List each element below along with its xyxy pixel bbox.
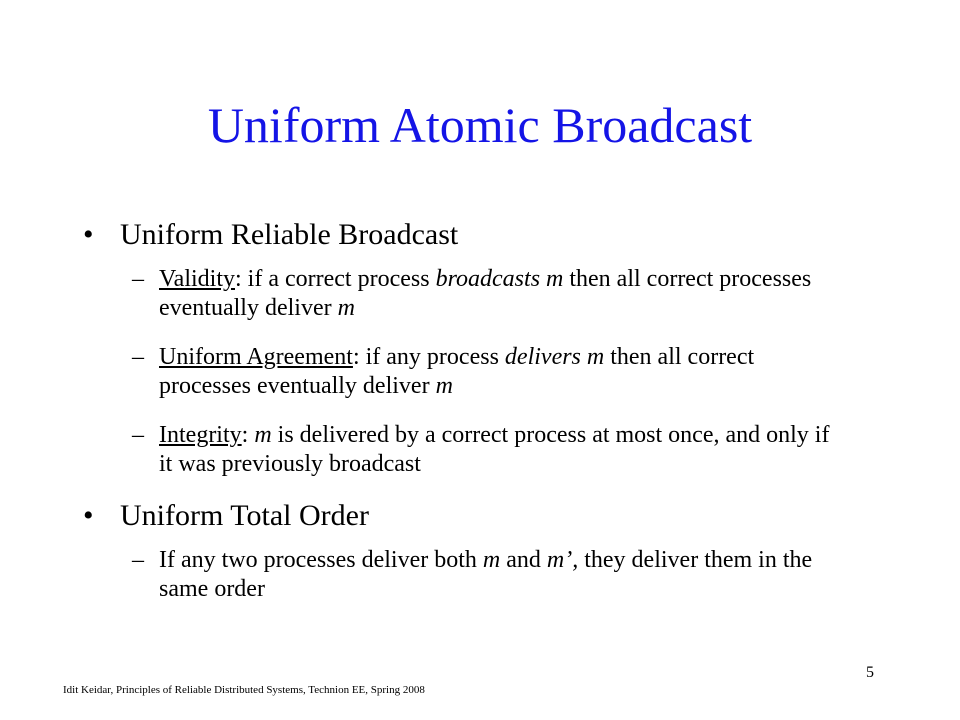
term-validity: Validity	[159, 266, 235, 292]
bullet-glyph: •	[83, 218, 94, 251]
sub-item-total-order	[132, 546, 832, 604]
text-segment: : if any process	[352, 344, 505, 370]
slide-footer: Idit Keidar, Principles of Reliable Distributed Systems, Technion EE, Spring 2008	[63, 684, 425, 696]
dash-glyph: –	[132, 422, 144, 448]
italic-segment: m	[435, 373, 453, 399]
sub-item-text	[132, 265, 832, 323]
bullet-label: Uniform Reliable Broadcast	[120, 218, 459, 251]
bullet-glyph: •	[83, 499, 94, 532]
term-integrity: Integrity	[159, 422, 242, 448]
dash-glyph: –	[132, 266, 144, 292]
page-number: 5	[866, 664, 874, 681]
sub-item-text	[132, 421, 832, 479]
bullet-uniform-total-order	[83, 498, 369, 534]
text-segment: then all correct processes eventually deliver	[159, 266, 812, 321]
sub-item-uniform-agreement	[132, 343, 832, 401]
sub-item-text	[132, 343, 832, 401]
bullet-label: Uniform Total Order	[120, 499, 369, 532]
text-segment: they deliver them in the same order	[159, 547, 813, 602]
sub-item-text	[132, 546, 832, 604]
term-uniform-agreement: Uniform Agreement	[159, 344, 353, 370]
sub-item-integrity	[132, 421, 832, 479]
text-segment: :	[241, 422, 255, 448]
italic-segment: m	[337, 295, 355, 321]
dash-glyph: –	[132, 344, 144, 370]
bullet-uniform-reliable-broadcast	[83, 217, 458, 253]
text-segment: is delivered by a correct process at most once, and only if it was previously broadcast	[159, 422, 830, 477]
sub-item-validity	[132, 265, 832, 323]
text-segment: If any two processes deliver both	[159, 547, 483, 573]
italic-segment: m’,	[546, 547, 579, 573]
italic-segment: delivers m	[504, 344, 605, 370]
text-segment: then all correct processes eventually deliver	[159, 344, 755, 399]
text-segment: : if a correct process	[235, 266, 436, 292]
slide-title: Uniform Atomic Broadcast	[207, 97, 753, 153]
text-segment: and	[500, 547, 547, 573]
italic-segment: m	[482, 547, 501, 573]
italic-segment: m	[254, 422, 272, 448]
italic-segment: broadcasts m	[435, 266, 564, 292]
dash-glyph: –	[132, 547, 144, 573]
